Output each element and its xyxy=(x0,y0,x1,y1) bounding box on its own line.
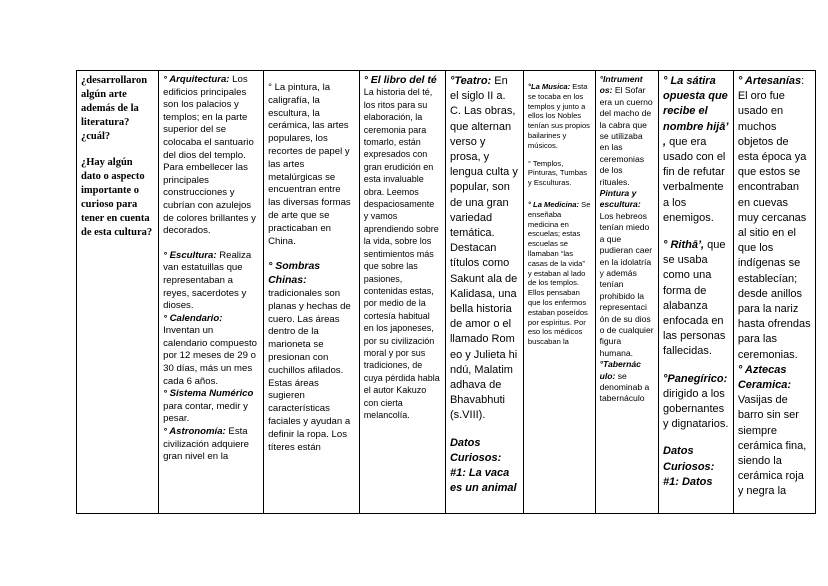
arquitectura-heading: ° Arquitectura: xyxy=(163,74,230,85)
sombras-paragraph xyxy=(268,260,355,454)
pintura-text: Los hebreos tenían miedo a que pudieran caer en la idolatría y además tenían prohibido la representaci ón de su dios o de cualquier figura humana. xyxy=(599,210,654,358)
instrumentos-text: El Sofar era un cuerno del macho de la cabra que se utilizaba en las ceremonias de los rituales. xyxy=(599,85,653,187)
mesopotamia-cell xyxy=(159,71,264,514)
china-arts-paragraph: ° La pintura, la caligrafía, la escultura, la cerámica, las artes populares, los recortes de papel y las artes metalúrgicas se encuentran entre las diversas formas de arte que se practicaban en China. xyxy=(268,82,351,247)
numerico-heading: ° Sistema Numérico xyxy=(163,388,254,400)
astronomia-text: Esta civilización adquiere gran nivel en la xyxy=(163,426,249,463)
question-art: ¿desarrollaron algún arte además de la literatura? ¿cuál? xyxy=(81,75,148,142)
numerico-paragraph xyxy=(163,388,259,426)
datos-curiosos-heading: Datos Curiosos: xyxy=(663,445,715,473)
ritha-text: que se usaba como una forma de alabanza enfocada en las personas fallecidas. xyxy=(663,239,726,358)
escultura-paragraph xyxy=(163,250,259,313)
satira-paragraph xyxy=(663,74,729,226)
arquitectura-paragraph xyxy=(163,74,259,238)
hebrew-cell xyxy=(595,71,658,514)
egypt-cell xyxy=(523,71,595,514)
pintura-heading: Pintura y escultura: xyxy=(599,188,641,210)
musica-text: Esta se tocaba en los templos y junto a ellos los Nobles tenían sus propios bailarines y músicos. xyxy=(527,82,590,150)
calendario-text: Inventan un calendario compuesto por 12 meses de 29 o 30 días, más un mes cada 6 años. xyxy=(163,325,257,387)
instrumentos-paragraph xyxy=(600,74,654,188)
arab-cell xyxy=(659,71,734,514)
calendario-paragraph xyxy=(163,313,259,389)
instrumentos-heading: °Intrument os: xyxy=(599,74,643,96)
tabernaculo-paragraph xyxy=(600,359,654,405)
datos-curiosos-heading: Datos Curiosos: xyxy=(449,436,502,464)
numerico-text: para contar, medir y pesar. xyxy=(163,400,248,425)
musica-heading: °La Musica: xyxy=(527,82,571,91)
libro-te-paragraph xyxy=(364,74,441,421)
china-cell xyxy=(264,71,360,514)
question-curious-fact: ¿Hay algún dato o aspecto importante o curioso para tener en cuenta de esta cultura? xyxy=(81,157,153,238)
panegirico-heading: °Panegírico: xyxy=(663,372,728,385)
japan-cell xyxy=(359,71,445,514)
datos-curiosos-item: #1: Datos xyxy=(663,475,713,488)
medicina-heading: ° La Medicina: xyxy=(527,199,580,209)
table-row xyxy=(77,71,816,514)
ritha-heading: ° Rithā’, xyxy=(663,239,705,252)
astronomia-heading: ° Astronomía: xyxy=(163,426,226,438)
artesanias-text: : El oro fue usado en muchos objetos de esta época ya que estos se encontraban en cuevas muy cercanas al sitio en el que los indígenas se establecían; desde anillos para la nariz hasta ofrendas para las ceremonias. xyxy=(737,75,811,361)
aztecas-paragraph xyxy=(738,363,811,500)
ritha-paragraph xyxy=(663,238,729,360)
medicina-text: Se enseñaba medicina en escuelas; estas escuelas se llamaban “las casas de la vida” y estaban al lado de los templos. Ellos pensaban que los enfermos estaban poseídos por espíritus. Por eso los médicos buscaban la xyxy=(527,199,591,347)
panegirico-paragraph xyxy=(663,372,729,433)
libro-te-text: La historia del té, los ritos para su elaboración, la ceremonia para tomarlo, están expresados con gran erudición en esta invaluable obra. Leemos despaciosamente y vamos aprendiendo sobre la vida, sobre los sentimientos más que sobre las pasiones, contenidas estas, por medio de la cortesía habitual en los japoneses, por su civilización moral y por sus tradiciones, de cuya pérdida habla el autor Kakuzo con cierta melancolía. xyxy=(363,87,440,420)
astronomia-paragraph xyxy=(163,426,259,464)
precolombian-cell xyxy=(733,71,815,514)
satira-heading: ° La sátira opuesta que recibe el nombre hijā’ , xyxy=(663,75,728,148)
sombras-text: tradicionales son planas y hechas de cuero. Las áreas dentro de la marioneta se presionan con cuchillos afilados. Estas áreas sugieren características faciales y ayudan a definir la ropa. Los títeres están xyxy=(268,287,351,453)
calendario-heading: ° Calendario: xyxy=(163,312,223,324)
culture-comparison-table xyxy=(76,70,816,514)
teatro-text: En el siglo II a. C. Las obras, que alternan verso y prosa, y lengua culta y popular, son de una gran variedad temática. Destacan títulos como Sakunt ala de Kalidasa, una bella historia de amor o el llamado Rom eo y Julieta hi ndú, Malatim adhava de Bhavabhuti (s.VIII). xyxy=(449,75,518,422)
india-cell xyxy=(445,71,523,514)
pintura-paragraph xyxy=(600,188,654,359)
teatro-heading: °Teatro: xyxy=(449,75,492,87)
satira-text: que era usado con el fin de refutar verbalmente a los enemigos. xyxy=(663,135,726,224)
sombras-heading: ° Sombras Chinas: xyxy=(268,260,321,287)
artesanias-paragraph xyxy=(738,74,811,363)
tabernaculo-text: se denominab a tabernáculo xyxy=(599,370,650,404)
teatro-paragraph xyxy=(450,74,519,424)
escultura-text: Realiza van estatuillas que representaban a reyes, sacerdotes y dioses. xyxy=(163,249,252,312)
panegirico-text: dirigido a los gobernantes y dignatarios. xyxy=(663,387,729,431)
medicina-paragraph xyxy=(528,200,591,347)
musica-paragraph xyxy=(528,82,591,151)
aztecas-text: Vasijas de barro sin ser siempre cerámica fina, siendo la cerámica roja y negra la xyxy=(737,394,807,498)
question-cell xyxy=(77,71,159,514)
libro-te-heading: ° El libro del té xyxy=(363,74,437,86)
arquitectura-text: Los edificios principales son los palacios y templos; en la parte superior del se colocaba el santuario del dios del templo. Para embellecer las principales construcciones y cubrían con azulejos de colores brillantes y decorados. xyxy=(163,74,256,237)
datos-curiosos-item: #1: La vaca es un animal xyxy=(449,467,517,495)
aztecas-heading: ° Aztecas Ceramica: xyxy=(737,363,792,392)
escultura-heading: ° Escultura: xyxy=(163,249,217,261)
templos-paragraph: ° Templos, Pinturas, Tumbas y Esculturas. xyxy=(527,158,587,188)
artesanias-heading: ° Artesanías xyxy=(737,75,802,87)
tabernaculo-heading: °Tabernác ulo: xyxy=(599,359,641,381)
